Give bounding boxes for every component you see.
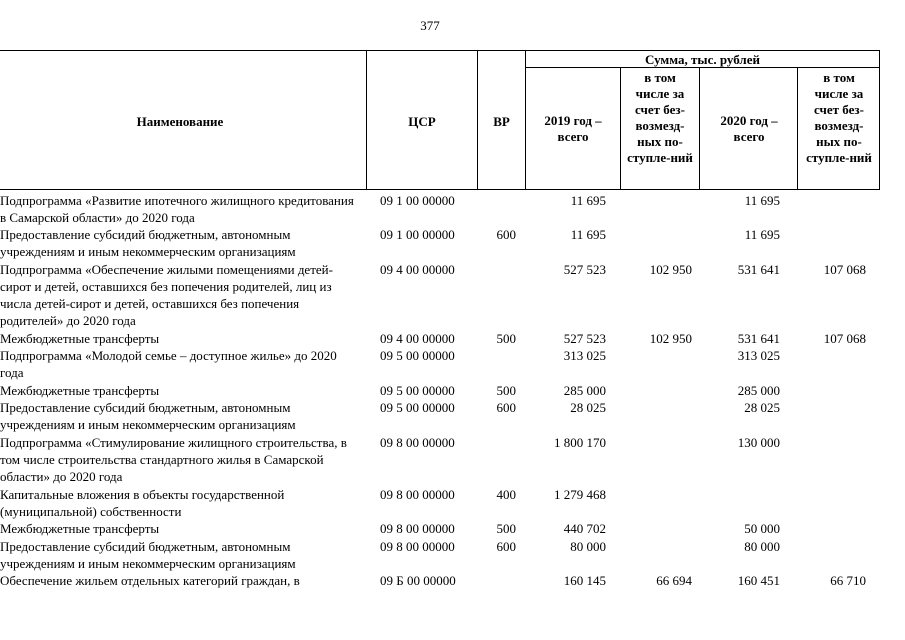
- row-vr: 500: [496, 521, 516, 536]
- row-name: Подпрограмма «Молодой семье – доступное жилье» до 2020 года: [0, 348, 337, 380]
- row-csr: 09 8 00 00000: [380, 487, 455, 502]
- header-2019-total: 2019 год – всего: [544, 113, 602, 144]
- header-sum-group: Сумма, тыс. рублей: [645, 52, 760, 67]
- row-2020-free: 107 068: [823, 262, 866, 277]
- row-csr: 09 8 00 00000: [380, 521, 455, 536]
- row-2020-total: 28 025: [744, 400, 780, 415]
- row-2019-total: 28 025: [570, 400, 606, 415]
- header-csr: ЦСР: [408, 114, 436, 129]
- row-2020-total: 285 000: [737, 383, 780, 398]
- row-csr: 09 8 00 00000: [380, 539, 455, 554]
- row-name: Подпрограмма «Развитие ипотечного жилищного кредитования в Самарской области» до 2020 года: [0, 193, 354, 225]
- header-2020-total: 2020 год – всего: [720, 113, 778, 144]
- row-vr: 400: [496, 487, 516, 502]
- row-2020-total: 80 000: [744, 539, 780, 554]
- row-vr: 600: [496, 539, 516, 554]
- row-csr: 09 4 00 00000: [380, 262, 455, 277]
- row-2019-total: 313 025: [563, 348, 606, 363]
- row-csr: 09 1 00 00000: [380, 227, 455, 242]
- col-divider-2020: [699, 67, 700, 190]
- row-2020-total: 11 695: [744, 193, 780, 208]
- col-divider-2019: [525, 50, 526, 190]
- row-2019-total: 160 145: [563, 573, 606, 588]
- page-number: 377: [420, 18, 440, 33]
- header-2019-free: в том числе за счет без-возмезд-ных по-ступле-ний: [627, 70, 693, 165]
- row-csr: 09 8 00 00000: [380, 435, 455, 450]
- row-2020-total: 160 451: [737, 573, 780, 588]
- row-2019-total: 11 695: [570, 193, 606, 208]
- row-2019-total: 527 523: [563, 262, 606, 277]
- row-name: Капитальные вложения в объекты государственной (муниципальной) собственности: [0, 487, 285, 519]
- header-top-border: [0, 50, 880, 51]
- row-2019-total: 1 800 170: [554, 435, 606, 450]
- row-2019-total: 11 695: [570, 227, 606, 242]
- row-csr: 09 1 00 00000: [380, 193, 455, 208]
- row-vr: 600: [496, 400, 516, 415]
- row-name: Межбюджетные трансферты: [0, 521, 160, 536]
- row-2020-total: 50 000: [744, 521, 780, 536]
- row-name: Предоставление субсидий бюджетным, автономным учреждениям и иным некоммерческим организациям: [0, 227, 296, 259]
- row-csr: 09 5 00 00000: [380, 400, 455, 415]
- row-csr: 09 Б 00 00000: [380, 573, 456, 588]
- header-vr: ВР: [493, 114, 510, 129]
- row-name: Обеспечение жильем отдельных категорий граждан, в: [0, 573, 300, 588]
- row-csr: 09 4 00 00000: [380, 331, 455, 346]
- row-2019-total: 285 000: [563, 383, 606, 398]
- col-divider-2020-free: [797, 67, 798, 190]
- row-2020-total: 130 000: [737, 435, 780, 450]
- row-vr: 500: [496, 331, 516, 346]
- row-name: Предоставление субсидий бюджетным, автономным учреждениям и иным некоммерческим организациям: [0, 539, 296, 571]
- row-2019-free: 102 950: [649, 262, 692, 277]
- row-2019-total: 80 000: [570, 539, 606, 554]
- col-divider-2019-free: [620, 67, 621, 190]
- row-2020-total: 531 641: [737, 331, 780, 346]
- row-name: Межбюджетные трансферты: [0, 383, 160, 398]
- row-csr: 09 5 00 00000: [380, 348, 455, 363]
- row-2020-free: 107 068: [823, 331, 866, 346]
- row-2019-free: 102 950: [649, 331, 692, 346]
- header-bottom-border: [0, 189, 880, 190]
- header-2020-free: в том числе за счет без-возмезд-ных по-ступле-ний: [806, 70, 872, 165]
- row-2020-total: 313 025: [737, 348, 780, 363]
- row-name: Подпрограмма «Обеспечение жилыми помещениями детей-сирот и детей, оставшихся без попечения родителей, лиц из числа детей-сирот и детей, оставшихся без попечения родителей» до 2020 года: [0, 262, 333, 328]
- row-2019-total: 527 523: [563, 331, 606, 346]
- row-2020-total: 531 641: [737, 262, 780, 277]
- row-name: Подпрограмма «Стимулирование жилищного строительства, в том числе строительства стандартного жилья в Самарской области» до 2020 года: [0, 435, 347, 484]
- row-2020-free: 66 710: [830, 573, 866, 588]
- row-2019-total: 440 702: [563, 521, 606, 536]
- header-name: Наименование: [136, 114, 224, 129]
- row-2020-total: 11 695: [744, 227, 780, 242]
- row-vr: 600: [496, 227, 516, 242]
- row-name: Межбюджетные трансферты: [0, 331, 160, 346]
- header-right-border: [879, 50, 880, 190]
- row-2019-total: 1 279 468: [554, 487, 606, 502]
- row-vr: 500: [496, 383, 516, 398]
- row-2019-free: 66 694: [656, 573, 692, 588]
- row-csr: 09 5 00 00000: [380, 383, 455, 398]
- row-name: Предоставление субсидий бюджетным, автономным учреждениям и иным некоммерческим организациям: [0, 400, 296, 432]
